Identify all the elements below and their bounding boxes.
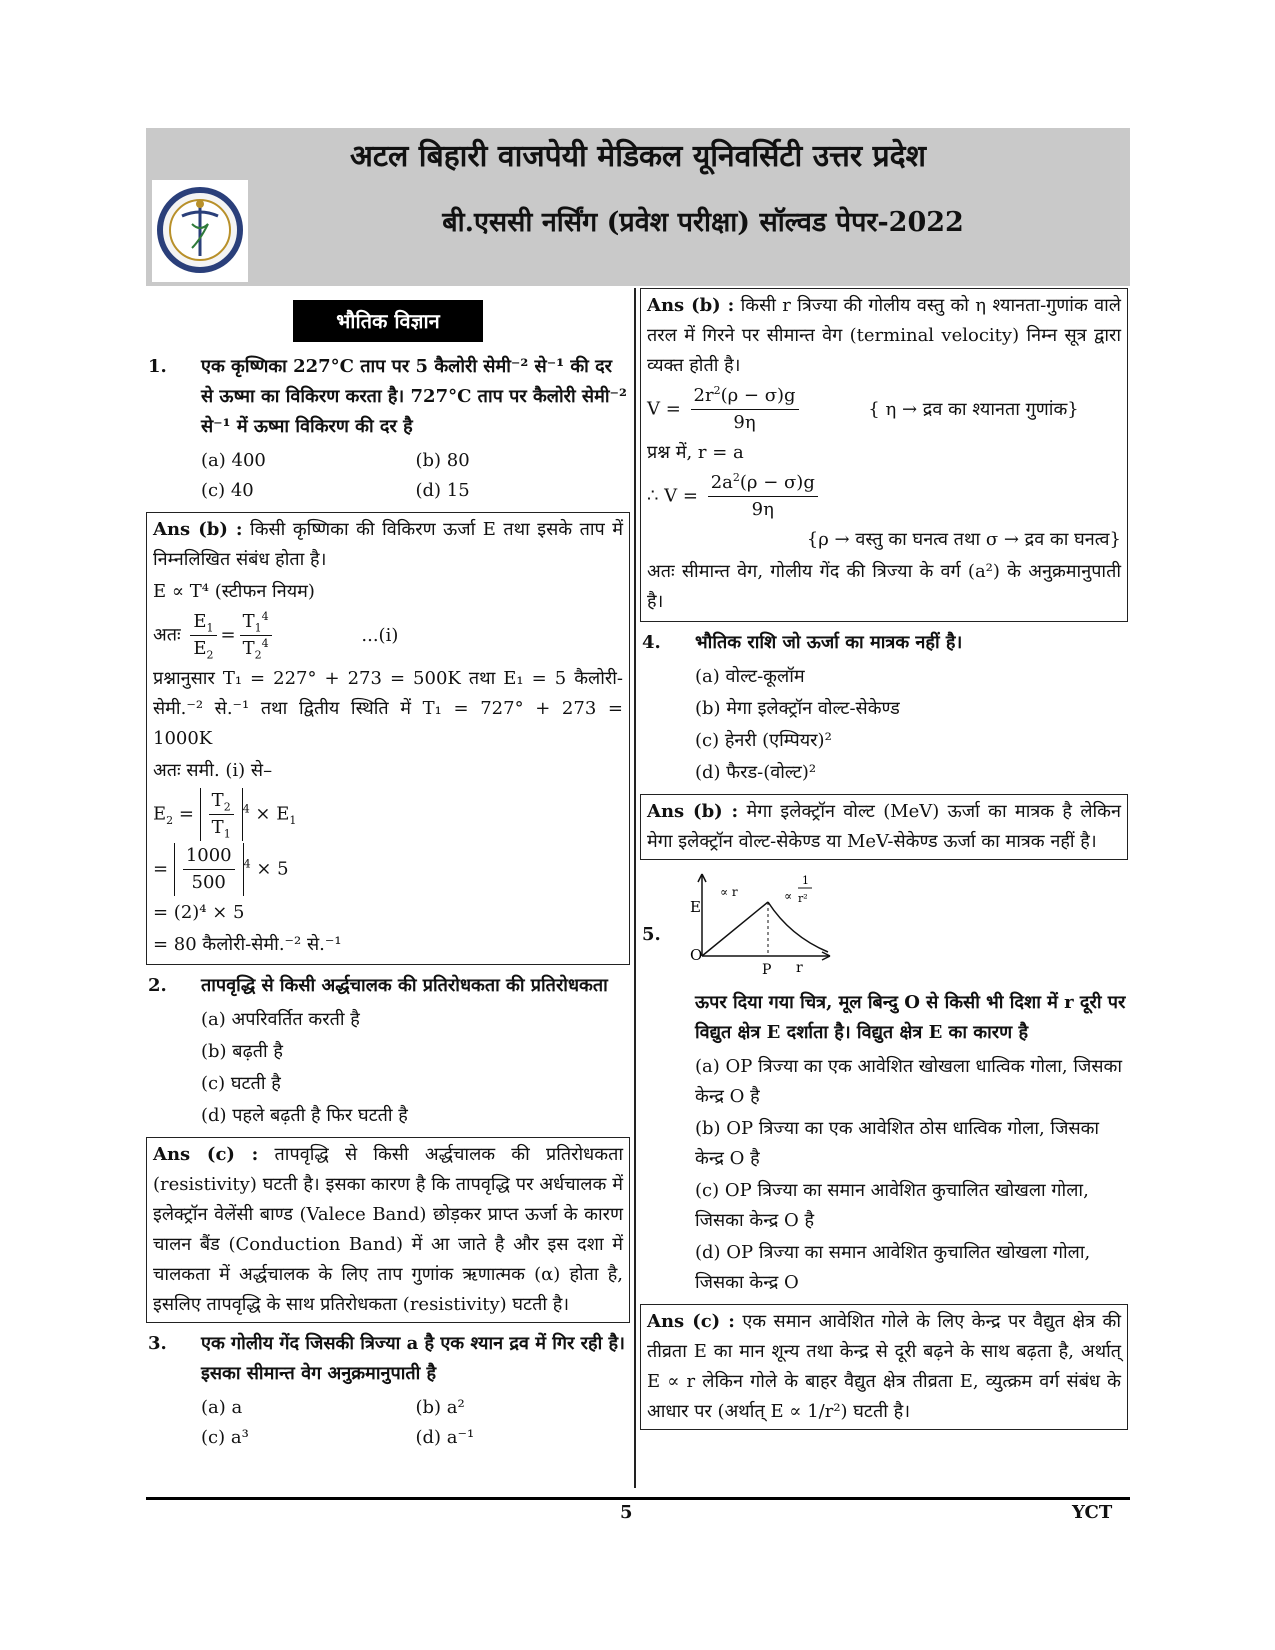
- subject-heading: भौतिक विज्ञान: [293, 300, 483, 342]
- ratio-equation: अतः $\frac{E_1}{E_2}$ = $\frac{T_1^4}{T_2^4}$ ...(i): [153, 610, 399, 662]
- field-graph: [690, 866, 840, 976]
- answer-text: किसी कृष्णिका की विकिरण ऊर्जा E तथा इसके ताप में निम्नलिखित संबंध होता है।: [153, 519, 624, 570]
- stefan-law: E ∝ T⁴ (स्टीफन नियम): [153, 581, 315, 602]
- graph-o-label: O: [690, 946, 703, 964]
- conclusion: अतः सीमान्त वेग, गोलीय गेंद की त्रिज्या के वर्ग (a²) के अनुक्रमानुपाती है।: [647, 561, 1121, 612]
- question-5-options: [640, 1052, 1128, 1298]
- substituted-formula: ∴ V = $\frac{2a^2(\rho - \sigma)g}{9\eta}$: [647, 470, 1121, 523]
- answer-label: Ans (b) :: [647, 801, 739, 822]
- given-radius: प्रश्न में, r = a: [647, 442, 744, 463]
- question-number: 3.: [148, 1333, 167, 1354]
- option-a: (a) OP त्रिज्या का एक आवेशित खोखला धात्विक गोला, जिसका केन्द्र O है: [695, 1056, 1122, 1107]
- question-1-options: [146, 446, 630, 506]
- from-equation: अतः समी. (i) से–: [153, 760, 273, 781]
- answer-label: Ans (c) :: [647, 1311, 735, 1332]
- header-title: अटल बिहारी वाजपेयी मेडिकल यूनिवर्सिटी उत्तर प्रदेश: [349, 139, 927, 174]
- option-d: (d) 15: [415, 480, 470, 501]
- step-3: = (2)⁴ × 5: [153, 902, 245, 923]
- graph-r-label: r: [796, 960, 803, 976]
- page-number: 5: [620, 1502, 633, 1523]
- option-a: (a) अपरिवर्तित करती है: [201, 1009, 360, 1030]
- option-b: (b) बढ़ती है: [201, 1041, 283, 1062]
- answer-2-box: [146, 1137, 630, 1323]
- option-b: (b) मेगा इलेक्ट्रॉन वोल्ट-सेकेण्ड: [695, 698, 900, 719]
- question-1: [146, 352, 630, 442]
- question-4: [640, 628, 1128, 658]
- answer-label: Ans (c) :: [153, 1144, 259, 1165]
- option-d: (d) फैरड-(वोल्ट)²: [695, 762, 817, 783]
- answer-text: मेगा इलेक्ट्रॉन वोल्ट (MeV) ऊर्जा का मात्रक है लेकिन मेगा इलेक्ट्रॉन वोल्ट-सेकेण्ड या MeV-सेकेण्ड ऊर्जा का मात्रक नहीं है।: [647, 801, 1121, 852]
- option-d: (d) a⁻¹: [415, 1427, 475, 1448]
- option-d: (d) OP त्रिज्या का समान आवेशित कुचालित खोखला गोला, जिसका केन्द्र O: [695, 1242, 1091, 1293]
- option-c: (c) घटती है: [201, 1073, 281, 1094]
- answer-4-box: [640, 794, 1128, 860]
- question-2: [146, 971, 630, 1001]
- answer-text: तापवृद्धि से किसी अर्द्धचालक की प्रतिरोधकता (resistivity) घटती है। इसका कारण है कि तापवृद्धि पर अर्धचालक में इलेक्ट्रॉन वेलेंसी बाण्ड (Valece Band) छोड़कर प्राप्त ऊर्जा के कारण चालन बैंड (Conduction Band) में आ जाते है और इस दशा में चालकता में अर्द्धचालक के लिए ताप गुणांक ऋणात्मक (α) होता है, इसलिए तापवृद्धि के साथ प्रतिरोधकता (resistivity) घटती है।: [153, 1144, 623, 1315]
- question-text: भौतिक राशि जो ऊर्जा का मात्रक नहीं है।: [695, 632, 963, 653]
- header-subtitle: बी.एससी नर्सिंग (प्रवेश परीक्षा) सॉल्वड पेपर-2022: [442, 207, 964, 238]
- step-1: $E_2$ = $\frac{T_2}{T_1}$ $^4 \times E_1$: [153, 790, 297, 841]
- question-number: 1.: [148, 356, 167, 377]
- answer-3-box: [640, 288, 1128, 622]
- option-a: (a) 400: [201, 450, 266, 471]
- option-b: (b) 80: [415, 450, 470, 471]
- question-3: [146, 1329, 630, 1389]
- left-column: [146, 296, 630, 1453]
- option-b: (b) a²: [415, 1397, 465, 1418]
- graph-p-label: P: [762, 962, 772, 976]
- question-2-options: [146, 1005, 630, 1131]
- answer-text: एक समान आवेशित गोले के लिए केन्द्र पर वैद्युत क्षेत्र की तीव्रता E का मान शून्य तथा केन्द्र से दूरी बढ़ने के साथ बढ़ता है, अर्थात् E ∝ r लेकिन गोले के बाहर वैद्युत क्षेत्र तीव्रता E, व्युत्क्रम वर्ग संबंध के आधार पर (अर्थात् E ∝ 1/r²) घटती है।: [647, 1311, 1121, 1422]
- answer-text: किसी r त्रिज्या की गोलीय वस्तु को η श्यानता-गुणांक वाले तरल में गिरने पर सीमान्त वेग (terminal velocity) निम्न सूत्र द्वारा व्यक्त होती है।: [647, 295, 1121, 376]
- question-3-options: [146, 1393, 630, 1453]
- graph-e-label: E: [690, 898, 701, 916]
- question-number: 5.: [642, 924, 661, 945]
- equation-ref: ...(i): [361, 624, 399, 646]
- step-2: = $\frac{1000}{500}$ $^4$ × 5: [153, 843, 623, 896]
- header-banner: [146, 128, 1130, 286]
- graph-prop-inv: ∝: [784, 889, 793, 903]
- question-5-figure: [640, 866, 1128, 984]
- university-logo: [152, 180, 248, 282]
- graph-one: 1: [802, 874, 809, 887]
- right-column: [640, 288, 1128, 1436]
- option-c: (c) OP त्रिज्या का समान आवेशित कुचालित खोखला गोला, जिसका केन्द्र O है: [695, 1180, 1089, 1231]
- terminal-velocity-formula: V = $\frac{2r^2(\rho - \sigma)g}{9\eta}$ { η → द्रव का श्यानता गुणांक}: [647, 384, 1079, 433]
- option-a: (a) a: [201, 1397, 243, 1418]
- answer-5-box: [640, 1304, 1128, 1430]
- question-text: एक गोलीय गेंद जिसकी त्रिज्या a है एक श्यान द्रव में गिर रही है। इसका सीमान्त वेग अनुक्रमानुपाती है: [201, 1333, 625, 1384]
- viscosity-note: { η → द्रव का श्यानता गुणांक}: [868, 398, 1079, 420]
- question-text: तापवृद्धि से किसी अर्द्धचालक की प्रतिरोधकता की प्रतिरोधकता: [201, 975, 608, 996]
- atah-label: अतः: [153, 624, 181, 646]
- answer-label: Ans (b) :: [647, 295, 735, 316]
- given-values: प्रश्नानुसार T₁ = 227° + 273 = 500K तथा E₁ = 5 कैलोरी-सेमी.⁻² से.⁻¹ तथा द्वितीय स्थिति में T₁ = 727° + 273 = 1000K: [153, 668, 623, 749]
- option-c: (c) हेनरी (एम्पियर)²: [695, 730, 832, 751]
- question-number: 2.: [148, 975, 167, 996]
- question-text: ऊपर दिया गया चित्र, मूल बिन्दु O से किसी भी दिशा में r दूरी पर विद्युत क्षेत्र E दर्शाता है। विद्युत क्षेत्र E का कारण है: [695, 992, 1126, 1043]
- option-c: (c) 40: [201, 480, 254, 501]
- option-d: (d) पहले बढ़ती है फिर घटती है: [201, 1105, 408, 1126]
- publisher-mark: YCT: [1072, 1502, 1113, 1523]
- footer-rule: [146, 1497, 1130, 1500]
- question-number: 4.: [642, 632, 661, 653]
- question-text: एक कृष्णिका 227°C ताप पर 5 कैलोरी सेमी⁻² से⁻¹ की दर से ऊष्मा का विकिरण करता है। 727°C ताप पर कैलोरी सेमी⁻² से⁻¹ में ऊष्मा विकिरण की दर है: [201, 356, 627, 437]
- option-a: (a) वोल्ट-कूलॉम: [695, 666, 805, 687]
- question-5: [640, 988, 1128, 1048]
- graph-prop-r: ∝ r: [720, 885, 738, 899]
- answer-label: Ans (b) :: [153, 519, 243, 540]
- column-divider: [634, 288, 636, 1488]
- option-b: (b) OP त्रिज्या का एक आवेशित ठोस धात्विक गोला, जिसका केन्द्र O है: [695, 1118, 1100, 1169]
- density-note: {ρ → वस्तु का घनत्व तथा σ → द्रव का घनत्व}: [806, 529, 1121, 550]
- graph-r2: r²: [798, 892, 808, 905]
- answer-1-box: [146, 512, 630, 965]
- question-4-options: [640, 662, 1128, 788]
- step-4: = 80 कैलोरी-सेमी.⁻² से.⁻¹: [153, 934, 342, 955]
- option-c: (c) a³: [201, 1427, 249, 1448]
